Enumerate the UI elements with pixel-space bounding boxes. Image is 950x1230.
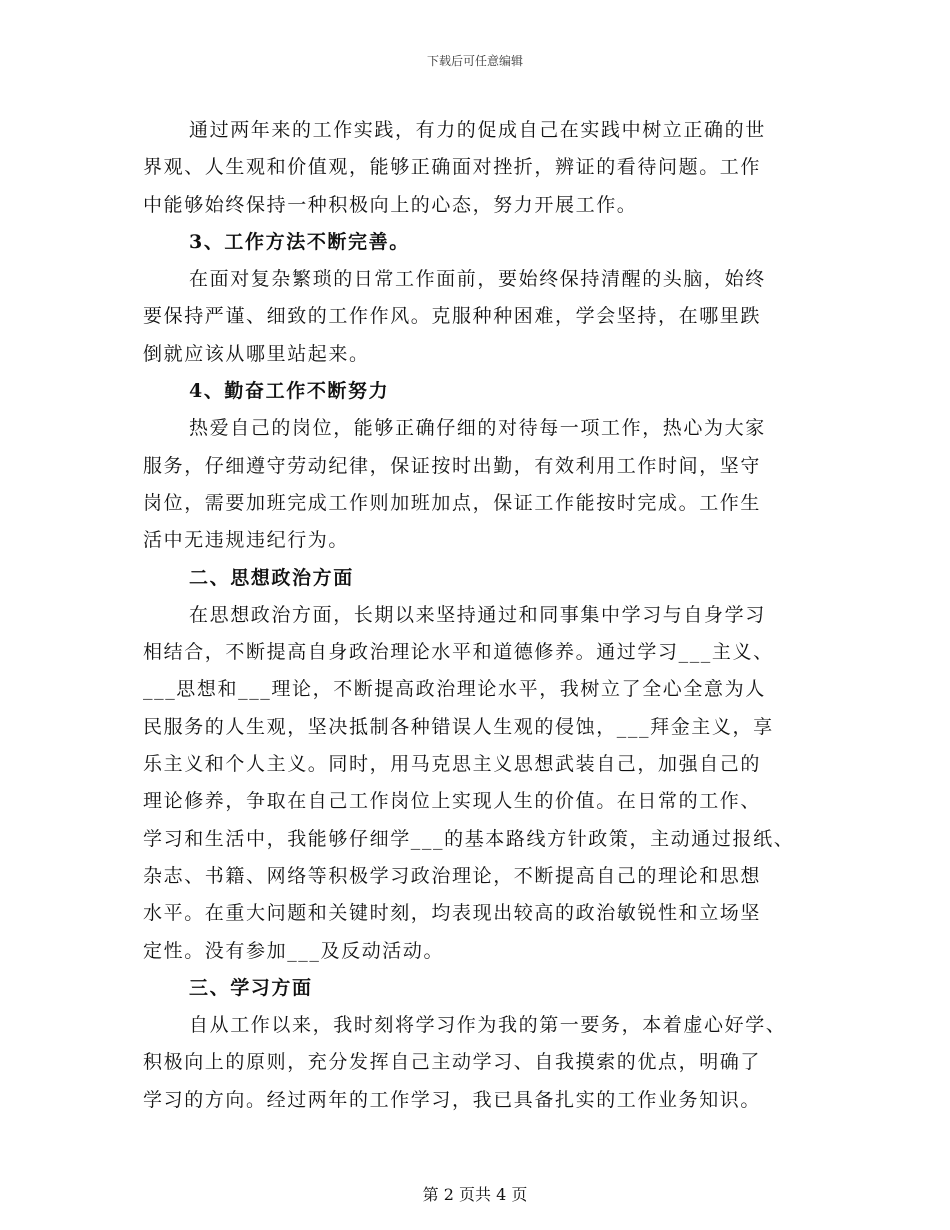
paragraph-line: 相结合，不断提高自身政治理论水平和道德修养。通过学习___主义、 bbox=[143, 641, 774, 664]
section-heading: 4、勤奋工作不断努力 bbox=[189, 380, 390, 403]
section-heading: 二、思想政治方面 bbox=[189, 566, 354, 589]
paragraph-line: 通过两年来的工作实践，有力的促成自己在实践中树立正确的世 bbox=[189, 119, 766, 141]
paragraph-line: 要保持严谨、细致的工作作风。克服种种困难，学会坚持，在哪里跌 bbox=[143, 305, 762, 328]
section-heading: 3、工作方法不断完善。 bbox=[189, 230, 410, 253]
paragraph-line: 中能够始终保持一种积极向上的心态，努力开展工作。 bbox=[143, 193, 638, 216]
paragraph-line: 定性。没有参加___及反动活动。 bbox=[143, 939, 445, 962]
paragraph-line: 理论修养，争取在自己工作岗位上实现人生的价值。在日常的工作、 bbox=[143, 790, 762, 813]
document-body bbox=[143, 112, 815, 1119]
paragraph-line: 学习和生活中，我能够仔细学___的基本路线方针政策，主动通过报纸、 bbox=[143, 827, 795, 850]
paragraph-line: ___思想和___理论，不断提高政治理论水平，我树立了全心全意为人 bbox=[143, 678, 766, 701]
paragraph-line: 乐主义和个人主义。同时，用马克思主义思想武装自己，加强自己的 bbox=[143, 753, 762, 776]
section-heading: 三、学习方面 bbox=[189, 976, 313, 999]
paragraph-line: 热爱自己的岗位，能够正确仔细的对待每一项工作，热心为大家 bbox=[189, 417, 766, 440]
page-footer: 第 2 页共 4 页 bbox=[422, 1185, 528, 1204]
page-header: 下载后可任意编辑 bbox=[426, 54, 523, 68]
paragraph-line: 倒就应该从哪里站起来。 bbox=[143, 342, 370, 365]
paragraph-line: 活中无违规违纪行为。 bbox=[143, 529, 350, 552]
paragraph-line: 民服务的人生观，坚决抵制各种错误人生观的侵蚀，___拜金主义，享 bbox=[143, 715, 774, 738]
paragraph-line: 服务，仔细遵守劳动纪律，保证按时出勤，有效利用工作时间，坚守 bbox=[143, 454, 762, 477]
paragraph-line: 水平。在重大问题和关键时刻，均表现出较高的政治敏锐性和立场坚 bbox=[143, 902, 762, 925]
paragraph-line: 自从工作以来，我时刻将学习作为我的第一要务，本着虚心好学、 bbox=[189, 1014, 787, 1037]
paragraph-line: 在思想政治方面，长期以来坚持通过和同事集中学习与自身学习 bbox=[189, 603, 766, 626]
paragraph-line: 在面对复杂繁琐的日常工作面前，要始终保持清醒的头脑，始终 bbox=[189, 268, 766, 291]
paragraph-line: 杂志、书籍、网络等积极学习政治理论，不断提高自己的理论和思想 bbox=[143, 864, 762, 887]
paragraph-line: 学习的方向。经过两年的工作学习，我已具备扎实的工作业务知识。 bbox=[143, 1088, 762, 1111]
paragraph-line: 积极向上的原则，充分发挥自己主动学习、自我摸索的优点，明确了 bbox=[143, 1051, 762, 1074]
paragraph-line: 界观、人生观和价值观，能够正确面对挫折，辨证的看待问题。工作 bbox=[143, 156, 762, 179]
paragraph-line: 岗位，需要加班完成工作则加班加点，保证工作能按时完成。工作生 bbox=[143, 491, 762, 514]
